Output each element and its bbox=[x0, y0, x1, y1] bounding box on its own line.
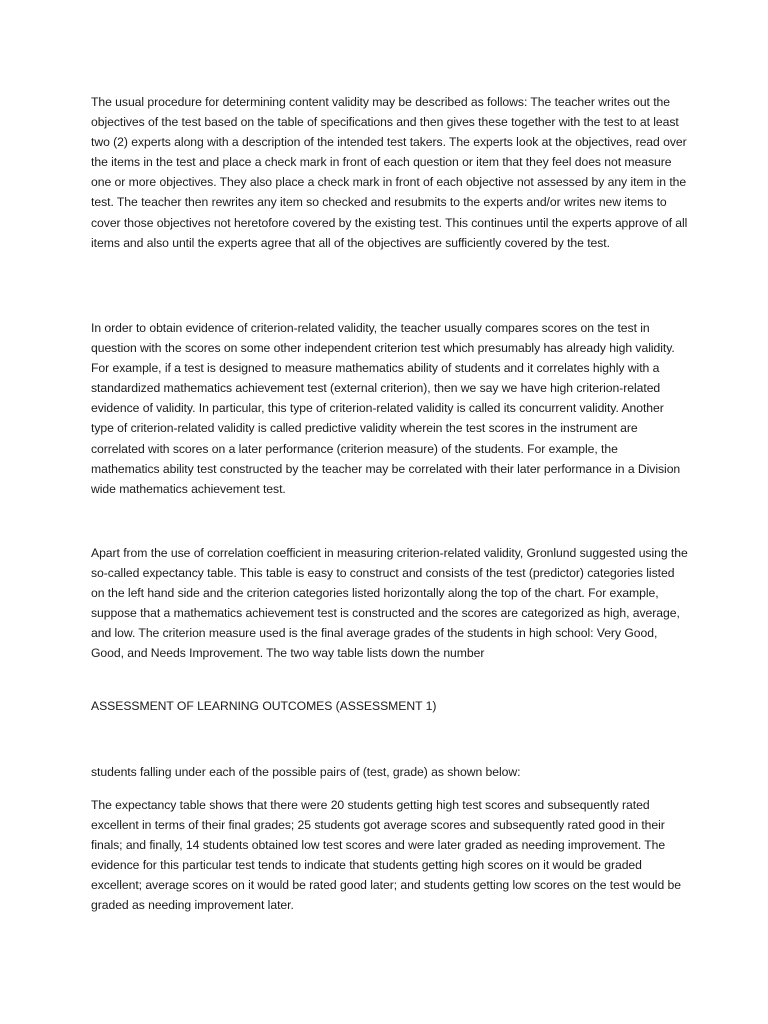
paragraph-continuation: students falling under each of the possible pairs of (test, grade) as shown below: bbox=[91, 765, 521, 779]
paragraph-criterion-validity: In order to obtain evidence of criterion-related validity, the teacher usually compares scores on the test in question with the scores on some other independent criterion test which presumably has already high validity. For example, if a test is designed to measure mathematics ability of students and it correlates highly with a standardized mathematics achievement test (external criterion), then we say we have high criterion-related evidence of validity. In particular, this type of criterion-related validity is called its concurrent validity. Another type of criterion-related validity is called predictive validity wherein the test scores in the instrument are correlated with scores on a later performance (criterion measure) of the students. For example, the mathematics ability test constructed by the teacher may be correlated with their later performance in a Division wide mathematics achievement test. bbox=[91, 321, 681, 496]
paragraph-content-validity: The usual procedure for determining content validity may be described as follows: The teacher writes out the objectives of the test based on the table of specifications and then gives these together with the test to at least two (2) experts along with a description of the intended test takers. The experts look at the objectives, read over the items in the test and place a check mark in front of each question or item that they feel does not measure one or more objectives. They also place a check mark in front of each objective not assessed by any item in the test. The teacher then rewrites any item so checked and resubmits to the experts and/or writes new items to cover those objectives not heretofore covered by the existing test. This continues until the experts approve of all items and also until the experts agree that all of the objectives are sufficiently covered by the test. bbox=[91, 95, 688, 250]
paragraph-expectancy-table: Apart from the use of correlation coefficient in measuring criterion-related validity, Gronlund suggested using the so-called expectancy table. This table is easy to construct and consists of the test (predictor) categories listed on the left hand side and the criterion categories listed horizontally along the top of the chart. For example, suppose that a mathematics achievement test is constructed and the scores are categorized as high, average, and low. The criterion measure used is the final average grades of the students in high school: Very Good, Good, and Needs Improvement. The two way table lists down the number bbox=[91, 546, 688, 661]
paragraph-expectancy-results: The expectancy table shows that there were 20 students getting high test scores and subsequently rated excellent in terms of their final grades; 25 students got average scores and subsequently rated good in their finals; and finally, 14 students obtained low test scores and were later graded as needing improvement. The evidence for this particular test tends to indicate that students getting high scores on it would be graded excellent; average scores on it would be rated good later; and students getting low scores on the test would be graded as needing improvement later. bbox=[91, 798, 681, 913]
running-header: ASSESSMENT OF LEARNING OUTCOMES (ASSESSMENT 1) bbox=[91, 699, 437, 713]
